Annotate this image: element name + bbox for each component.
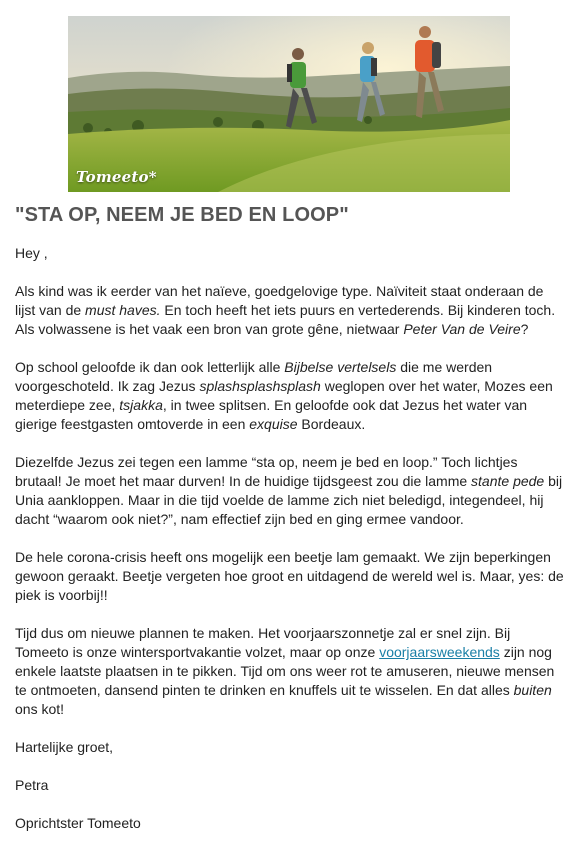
signature-closing: Hartelijke groet, xyxy=(15,739,114,755)
greeting: Hey , xyxy=(15,245,48,261)
paragraph-3: Diezelfde Jezus zei tegen een lamme “sta op, neem je bed en loop.” Toch lichtjes brutaal! Je moet het maar durven! In de huidige tijdsgeest zou die lamme stante pede bij Unia aankloppen. Maar in die tijd voelde de lamme zich niet beledigd, integendeel, hij dacht “waarom ook niet?”, nam effectief zijn bed en ging ermee vandoor. xyxy=(15,454,563,527)
signature-role: Oprichtster Tomeeto xyxy=(15,815,141,831)
hikers-photo xyxy=(68,16,510,192)
hero-image xyxy=(68,16,510,192)
paragraph-4: De hele corona-crisis heeft ons mogelijk een beetje lam gemaakt. We zijn beperkingen gewoon geraakt. Beetje vergeten hoe groot en uitdagend de wereld wel is. Maar, yes: de piek is voorbij!! xyxy=(15,549,564,603)
paragraph-2: Op school geloofde ik dan ook letterlijk alle Bijbelse vertelsels die me werden voorgeschoteld. Ik zag Jezus splashsplashsplash weglopen over het water, Mozes een meterdiepe zee, tsjakka, in twee splitsen. En geloofde ook dat Jezus het water van gierige feestgasten omtoverde in een exquise Bordeaux. xyxy=(15,359,553,432)
paragraph-1: Als kind was ik eerder van het naïeve, goedgelovige type. Naïviteit staat onderaan de lijst van de must haves. En toch heeft het iets puurs en vertederends. Bij kinderen toch. Als volwassene is het vaak een bron van grote gêne, nietwaar Peter Van de Veire? xyxy=(15,283,556,337)
voorjaarsweekends-link[interactable]: voorjaarsweekends xyxy=(379,644,500,660)
signature-name: Petra xyxy=(15,777,49,793)
page-title: "STA OP, NEEM JE BED EN LOOP" xyxy=(15,204,349,226)
paragraph-5: Tijd dus om nieuwe plannen te maken. Het voorjaarszonnetje zal er snel zijn. Bij Tomeeto is onze wintersportvakantie volzet, maar op onze voorjaarsweekends zijn nog enkele laatste plaatsen in te pikken. Tijd om ons weer rot te amuseren, nieuwe mensen te ontmoeten, dansend pinten te drinken en knuffels uit te wisselen. En dat alles buiten ons kot! xyxy=(15,625,555,717)
brand-logo: Tomeeto* xyxy=(76,168,157,186)
email-body xyxy=(15,244,567,852)
